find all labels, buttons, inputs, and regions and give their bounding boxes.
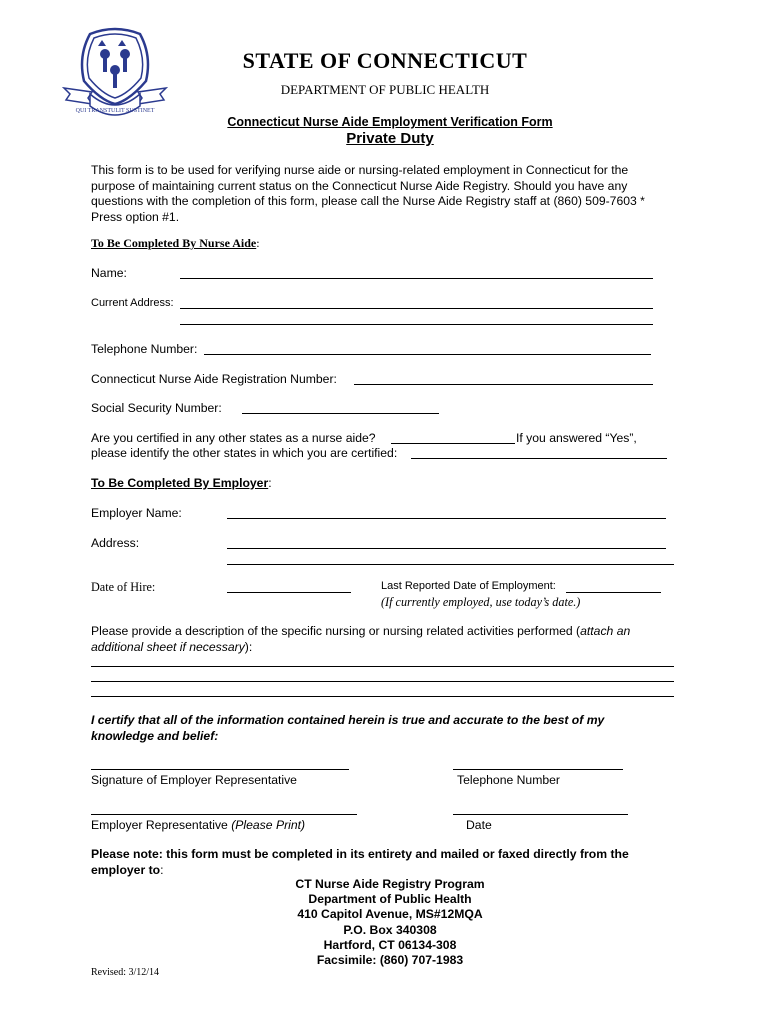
address-field-line2[interactable] xyxy=(180,324,653,325)
print-label-italic: (Please Print) xyxy=(231,818,306,832)
date-field[interactable] xyxy=(453,814,628,815)
certification-statement: I certify that all of the information contained herein is true and accurate to the best of my knowledge and belief: xyxy=(91,713,605,743)
employer-heading-colon: : xyxy=(268,476,272,490)
activities-description-prompt xyxy=(91,624,671,655)
if-yes-text: If you answered “Yes”, xyxy=(516,431,637,445)
ssn-label: Social Security Number: xyxy=(91,401,222,415)
activities-line3[interactable] xyxy=(91,696,674,697)
description-italic: attach an additional sheet if necessary xyxy=(91,624,631,654)
address-label: Current Address: xyxy=(91,297,174,309)
mailing-address xyxy=(0,877,770,968)
name-label: Name: xyxy=(91,266,127,280)
registration-field[interactable] xyxy=(354,384,653,385)
registration-label: Connecticut Nurse Aide Registration Number: xyxy=(91,372,337,386)
rep-telephone-field[interactable] xyxy=(453,769,623,770)
employer-name-field[interactable] xyxy=(227,518,666,519)
ssn-field[interactable] xyxy=(242,413,439,414)
activities-line2[interactable] xyxy=(91,681,674,682)
date-label: Date xyxy=(466,818,492,832)
description-prefix: Please provide a description of the specific nursing or nursing related activities performed ( xyxy=(91,624,581,638)
mailing-note xyxy=(91,847,671,878)
date-of-hire-field[interactable] xyxy=(227,592,351,593)
address-line4: P.O. Box 340308 xyxy=(343,922,437,937)
aide-heading-text: To Be Completed By Nurse Aide xyxy=(91,236,257,250)
mailing-note-text: Please note: this form must be completed in its entirety and mailed or faxed directly from the employer to xyxy=(91,847,629,877)
telephone-label: Telephone Number: xyxy=(91,342,198,356)
date-of-hire-label: Date of Hire: xyxy=(91,580,156,594)
print-name-label xyxy=(91,818,305,832)
activities-line1[interactable] xyxy=(91,666,674,667)
signature-field[interactable] xyxy=(91,769,349,770)
employer-section-heading xyxy=(91,476,272,490)
description-suffix: ): xyxy=(244,639,253,654)
certified-question: Are you certified in any other states as a nurse aide? xyxy=(91,431,376,445)
employer-heading-text: To Be Completed By Employer xyxy=(91,476,269,490)
page-title: STATE OF CONNECTICUT xyxy=(242,48,528,73)
form-title: Connecticut Nurse Aide Employment Verification Form xyxy=(227,115,553,129)
last-reported-label: Last Reported Date of Employment: xyxy=(381,580,556,592)
revision-date: Revised: 3/12/14 xyxy=(91,967,160,978)
address-line3: 410 Capitol Avenue, MS#12MQA xyxy=(297,907,483,922)
address-line1: CT Nurse Aide Registry Program xyxy=(295,877,485,891)
identify-states-label: please identify the other states in which you are certified: xyxy=(91,446,398,460)
certified-answer-field[interactable] xyxy=(391,443,515,444)
other-states-field[interactable] xyxy=(411,458,667,459)
address-field-line1[interactable] xyxy=(180,308,653,309)
department-name: DEPARTMENT OF PUBLIC HEALTH xyxy=(280,82,490,97)
mailing-note-colon: : xyxy=(160,862,164,877)
address-line6: Facsimile: (860) 707-1983 xyxy=(316,953,464,968)
current-employment-note: (If currently employed, use today’s date.) xyxy=(381,595,581,609)
employer-address-label: Address: xyxy=(91,536,140,550)
name-field[interactable] xyxy=(180,278,653,279)
telephone-field[interactable] xyxy=(204,354,651,355)
last-reported-field[interactable] xyxy=(566,592,661,593)
address-line5: Hartford, CT 06134-308 xyxy=(323,937,457,952)
rep-telephone-label: Telephone Number xyxy=(457,773,560,787)
form-subtitle: Private Duty xyxy=(346,130,434,147)
intro-paragraph: This form is to be used for verifying nurse aide or nursing-related employment in Connecticut for the purpose of maintaining current status on the Connecticut Nurse Aide Registry. Should you have any questions with the completion of this form, please call the Nurse Aide Registry staff at (860) 509-7603 * Press option #1. xyxy=(91,163,645,224)
employer-name-label: Employer Name: xyxy=(91,506,182,520)
address-line2: Department of Public Health xyxy=(308,892,472,907)
print-name-field[interactable] xyxy=(91,814,357,815)
seal-motto: QUI TRANSTULIT SUSTINET xyxy=(75,108,155,114)
print-label-text: Employer Representative xyxy=(91,818,232,832)
employer-address-line1[interactable] xyxy=(227,548,666,549)
employer-address-line2[interactable] xyxy=(227,564,674,565)
aide-section-heading xyxy=(91,236,260,251)
aide-heading-colon: : xyxy=(256,236,260,250)
signature-label: Signature of Employer Representative xyxy=(91,773,297,787)
